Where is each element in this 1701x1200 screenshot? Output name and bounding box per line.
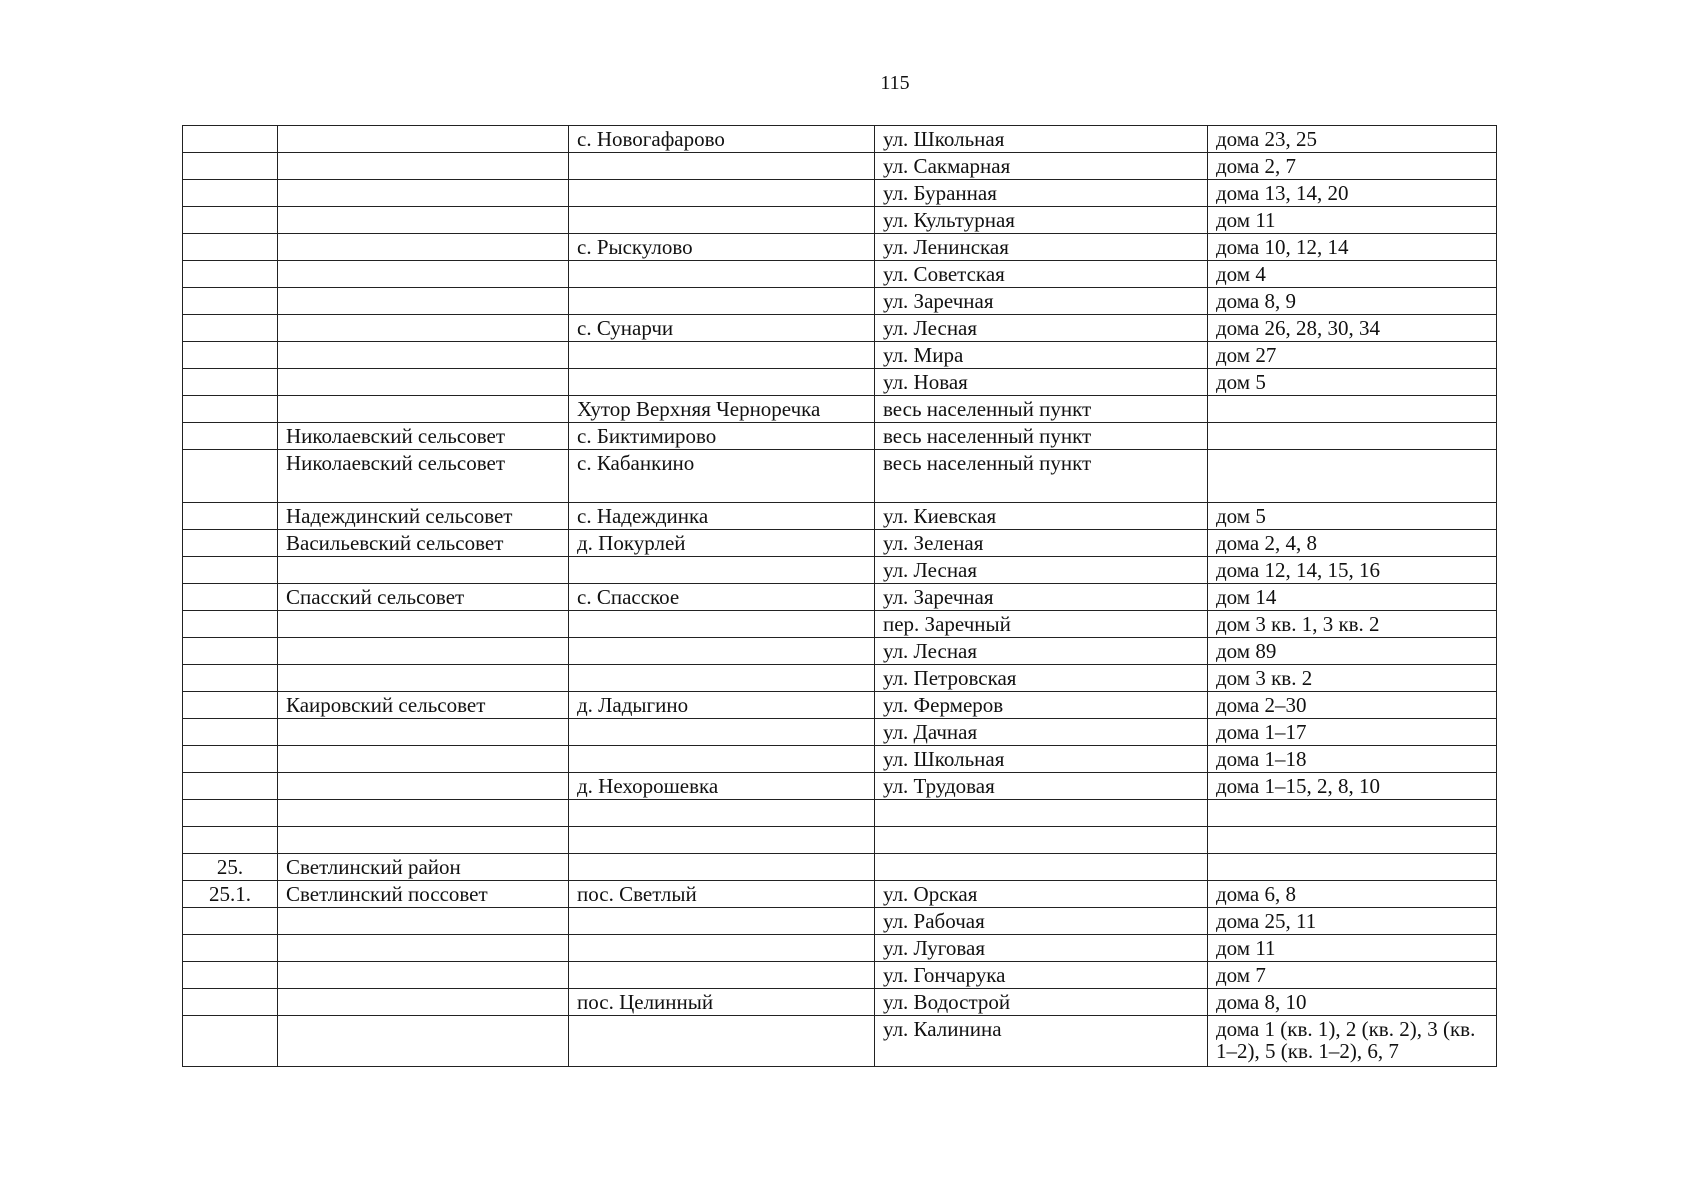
houses-cell: дома 10, 12, 14 [1208, 234, 1497, 261]
settlement-cell [569, 557, 875, 584]
street-cell [875, 827, 1208, 854]
street-cell [875, 800, 1208, 827]
houses-cell: дома 1–17 [1208, 719, 1497, 746]
municipality-cell: Каировский сельсовет [278, 692, 569, 719]
street-cell: весь населенный пункт [875, 396, 1208, 423]
municipality-cell [278, 989, 569, 1016]
street-cell: ул. Заречная [875, 288, 1208, 315]
row-number-cell [183, 1016, 278, 1067]
street-cell: ул. Луговая [875, 935, 1208, 962]
houses-cell [1208, 423, 1497, 450]
street-cell: ул. Заречная [875, 584, 1208, 611]
street-cell: ул. Орская [875, 881, 1208, 908]
houses-cell: дома 1–18 [1208, 746, 1497, 773]
settlement-cell [569, 854, 875, 881]
houses-cell: дом 5 [1208, 369, 1497, 396]
table-row [183, 207, 1497, 234]
municipality-cell [278, 827, 569, 854]
municipality-cell [278, 261, 569, 288]
settlement-cell [569, 611, 875, 638]
table-row [183, 908, 1497, 935]
houses-cell: дома 25, 11 [1208, 908, 1497, 935]
row-number-cell [183, 530, 278, 557]
table-row [183, 369, 1497, 396]
municipality-cell [278, 369, 569, 396]
table-row [183, 989, 1497, 1016]
municipality-cell [278, 773, 569, 800]
settlement-cell [569, 342, 875, 369]
street-cell: ул. Школьная [875, 746, 1208, 773]
settlement-cell: пос. Светлый [569, 881, 875, 908]
settlement-cell [569, 719, 875, 746]
table-row [183, 962, 1497, 989]
table-row [183, 638, 1497, 665]
table-row [183, 261, 1497, 288]
street-cell: ул. Фермеров [875, 692, 1208, 719]
row-number-cell [183, 207, 278, 234]
settlement-cell [569, 665, 875, 692]
settlement-cell [569, 908, 875, 935]
row-number-cell [183, 342, 278, 369]
municipality-cell [278, 1016, 569, 1067]
row-number-cell [183, 234, 278, 261]
table-row [183, 773, 1497, 800]
row-number-cell [183, 827, 278, 854]
street-cell: ул. Петровская [875, 665, 1208, 692]
street-cell: ул. Мира [875, 342, 1208, 369]
municipality-cell [278, 315, 569, 342]
street-cell: ул. Лесная [875, 557, 1208, 584]
row-number-cell [183, 908, 278, 935]
settlement-cell [569, 1016, 875, 1067]
table-row [183, 126, 1497, 153]
houses-cell: дом 14 [1208, 584, 1497, 611]
houses-cell: дом 89 [1208, 638, 1497, 665]
settlement-cell: с. Новогафарово [569, 126, 875, 153]
houses-cell: дома 2, 4, 8 [1208, 530, 1497, 557]
municipality-cell [278, 153, 569, 180]
municipality-cell [278, 962, 569, 989]
street-cell: ул. Новая [875, 369, 1208, 396]
municipality-cell: Николаевский сельсовет [278, 450, 569, 503]
houses-cell: дома 12, 14, 15, 16 [1208, 557, 1497, 584]
municipality-cell [278, 908, 569, 935]
houses-cell [1208, 854, 1497, 881]
table-row [183, 315, 1497, 342]
settlements-table [182, 125, 1497, 1067]
table-row [183, 557, 1497, 584]
houses-cell: дома 8, 9 [1208, 288, 1497, 315]
settlement-cell [569, 261, 875, 288]
row-number-cell [183, 450, 278, 503]
street-cell: весь населенный пункт [875, 423, 1208, 450]
settlement-cell [569, 935, 875, 962]
houses-cell: дом 4 [1208, 261, 1497, 288]
table-row [183, 746, 1497, 773]
street-cell: ул. Гончарука [875, 962, 1208, 989]
street-cell [875, 854, 1208, 881]
houses-cell: дом 11 [1208, 935, 1497, 962]
row-number-cell [183, 665, 278, 692]
houses-cell: дома 23, 25 [1208, 126, 1497, 153]
row-number-cell [183, 935, 278, 962]
municipality-cell: Николаевский сельсовет [278, 423, 569, 450]
row-number-cell [183, 638, 278, 665]
table-row [183, 530, 1497, 557]
municipality-cell: Спасский сельсовет [278, 584, 569, 611]
settlement-cell: Хутор Верхняя Черноречка [569, 396, 875, 423]
houses-cell: дома 6, 8 [1208, 881, 1497, 908]
street-cell: пер. Заречный [875, 611, 1208, 638]
row-number-cell [183, 423, 278, 450]
settlement-cell: с. Рыскулово [569, 234, 875, 261]
municipality-cell [278, 234, 569, 261]
row-number-cell [183, 180, 278, 207]
row-number-cell [183, 503, 278, 530]
row-number-cell [183, 153, 278, 180]
municipality-cell [278, 800, 569, 827]
houses-cell: дома 13, 14, 20 [1208, 180, 1497, 207]
row-number-cell: 25.1. [183, 881, 278, 908]
street-cell: ул. Буранная [875, 180, 1208, 207]
houses-cell: дом 11 [1208, 207, 1497, 234]
settlement-cell: д. Ладыгино [569, 692, 875, 719]
row-number-cell [183, 369, 278, 396]
table-row [183, 1016, 1497, 1067]
municipality-cell [278, 665, 569, 692]
street-cell: ул. Культурная [875, 207, 1208, 234]
municipality-cell: Светлинский поссовет [278, 881, 569, 908]
municipality-cell [278, 126, 569, 153]
table-row [183, 611, 1497, 638]
row-number-cell [183, 288, 278, 315]
houses-cell: дома 1 (кв. 1), 2 (кв. 2), 3 (кв. 1–2), 5 (кв. 1–2), 6, 7 [1208, 1016, 1497, 1067]
municipality-cell [278, 611, 569, 638]
table-body [183, 126, 1497, 1067]
street-cell: ул. Сакмарная [875, 153, 1208, 180]
houses-cell [1208, 396, 1497, 423]
municipality-cell [278, 746, 569, 773]
settlement-cell [569, 288, 875, 315]
street-cell: ул. Школьная [875, 126, 1208, 153]
houses-cell: дом 7 [1208, 962, 1497, 989]
row-number-cell [183, 800, 278, 827]
table-row [183, 450, 1497, 503]
settlement-cell: с. Кабанкино [569, 450, 875, 503]
municipality-cell: Надеждинский сельсовет [278, 503, 569, 530]
settlement-cell [569, 638, 875, 665]
street-cell: ул. Советская [875, 261, 1208, 288]
street-cell: ул. Рабочая [875, 908, 1208, 935]
settlement-cell: с. Надеждинка [569, 503, 875, 530]
street-cell: ул. Калинина [875, 1016, 1208, 1067]
row-number-cell [183, 261, 278, 288]
street-cell: ул. Киевская [875, 503, 1208, 530]
row-number-cell [183, 557, 278, 584]
municipality-cell [278, 557, 569, 584]
settlement-cell: с. Спасское [569, 584, 875, 611]
row-number-cell [183, 962, 278, 989]
municipality-cell [278, 935, 569, 962]
houses-cell: дома 8, 10 [1208, 989, 1497, 1016]
row-number-cell: 25. [183, 854, 278, 881]
table-row [183, 342, 1497, 369]
municipality-cell [278, 207, 569, 234]
houses-cell: дома 1–15, 2, 8, 10 [1208, 773, 1497, 800]
page-number: 115 [880, 72, 910, 94]
settlement-cell: пос. Целинный [569, 989, 875, 1016]
settlement-cell [569, 827, 875, 854]
street-cell: весь населенный пункт [875, 450, 1208, 503]
row-number-cell [183, 584, 278, 611]
table-row [183, 153, 1497, 180]
houses-cell: дом 5 [1208, 503, 1497, 530]
houses-cell: дома 2, 7 [1208, 153, 1497, 180]
row-number-cell [183, 315, 278, 342]
settlement-cell [569, 153, 875, 180]
settlement-cell: д. Покурлей [569, 530, 875, 557]
table-row [183, 396, 1497, 423]
houses-cell: дом 3 кв. 1, 3 кв. 2 [1208, 611, 1497, 638]
table-row [183, 692, 1497, 719]
row-number-cell [183, 773, 278, 800]
row-number-cell [183, 692, 278, 719]
houses-cell [1208, 800, 1497, 827]
street-cell: ул. Зеленая [875, 530, 1208, 557]
table-row [183, 665, 1497, 692]
table-row [183, 503, 1497, 530]
settlement-cell [569, 207, 875, 234]
table-row [183, 800, 1497, 827]
street-cell: ул. Лесная [875, 315, 1208, 342]
row-number-cell [183, 396, 278, 423]
table-row [183, 234, 1497, 261]
settlement-cell [569, 180, 875, 207]
table-row [183, 288, 1497, 315]
settlement-cell: с. Биктимирово [569, 423, 875, 450]
row-number-cell [183, 719, 278, 746]
municipality-cell [278, 719, 569, 746]
row-number-cell [183, 746, 278, 773]
table-row [183, 935, 1497, 962]
houses-cell: дома 26, 28, 30, 34 [1208, 315, 1497, 342]
settlement-cell [569, 369, 875, 396]
table-row [183, 180, 1497, 207]
settlement-cell [569, 746, 875, 773]
row-number-cell [183, 989, 278, 1016]
houses-cell [1208, 827, 1497, 854]
municipality-cell [278, 288, 569, 315]
table-row [183, 854, 1497, 881]
table-row [183, 423, 1497, 450]
settlement-cell [569, 962, 875, 989]
table-row [183, 719, 1497, 746]
row-number-cell [183, 611, 278, 638]
settlement-cell [569, 800, 875, 827]
street-cell: ул. Трудовая [875, 773, 1208, 800]
municipality-cell [278, 638, 569, 665]
houses-cell: дома 2–30 [1208, 692, 1497, 719]
street-cell: ул. Дачная [875, 719, 1208, 746]
houses-cell [1208, 450, 1497, 503]
row-number-cell [183, 126, 278, 153]
table-row [183, 881, 1497, 908]
municipality-cell: Васильевский сельсовет [278, 530, 569, 557]
settlement-cell: д. Нехорошевка [569, 773, 875, 800]
municipality-cell [278, 180, 569, 207]
municipality-cell [278, 342, 569, 369]
houses-cell: дом 27 [1208, 342, 1497, 369]
table-row [183, 827, 1497, 854]
street-cell: ул. Лесная [875, 638, 1208, 665]
street-cell: ул. Ленинская [875, 234, 1208, 261]
municipality-cell [278, 396, 569, 423]
houses-cell: дом 3 кв. 2 [1208, 665, 1497, 692]
municipality-cell: Светлинский район [278, 854, 569, 881]
settlement-cell: с. Сунарчи [569, 315, 875, 342]
street-cell: ул. Водострой [875, 989, 1208, 1016]
table-row [183, 584, 1497, 611]
